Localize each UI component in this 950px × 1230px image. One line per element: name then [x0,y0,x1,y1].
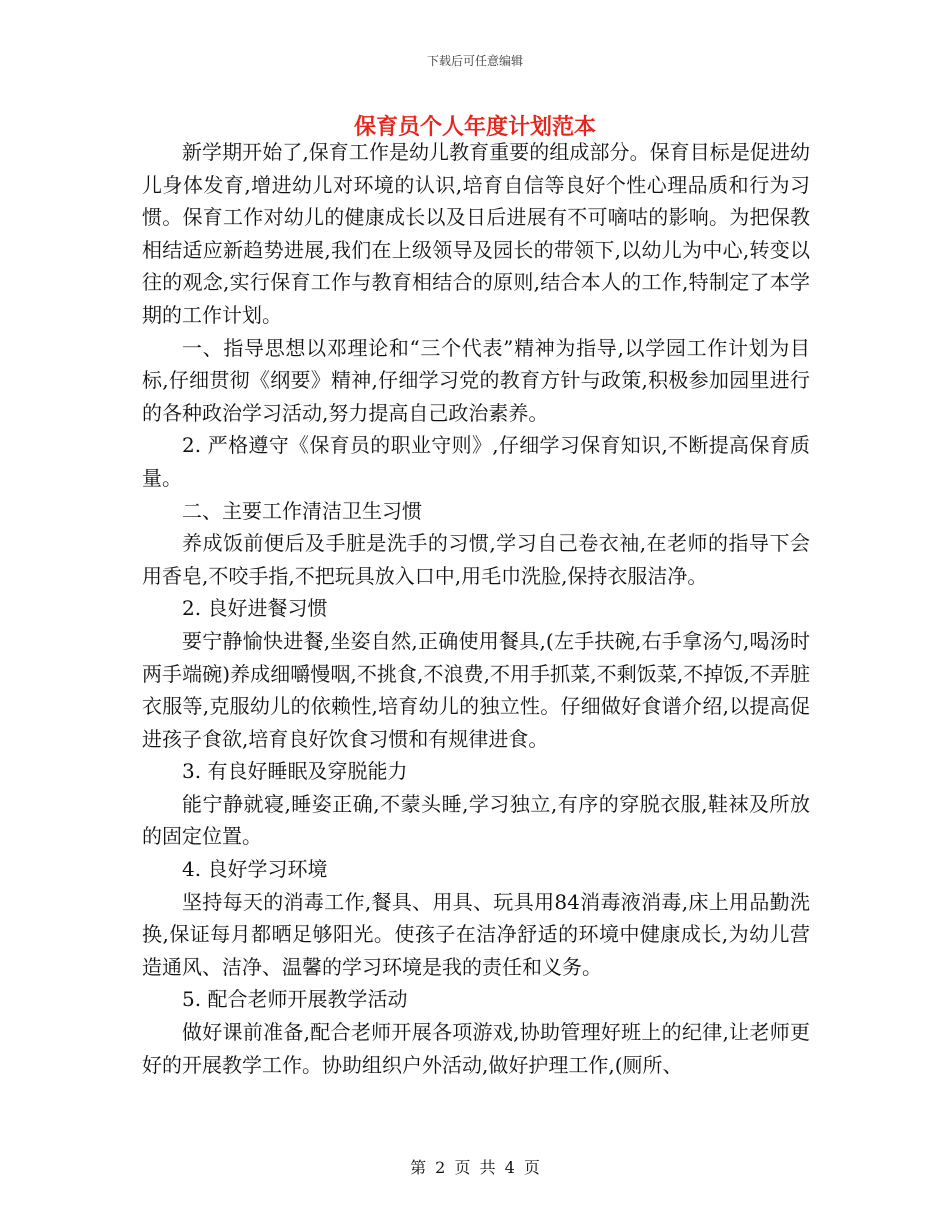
page-header-note: 下载后可任意编辑 [426,54,523,68]
paragraph-code-of-conduct: 2. 严格遵守《保育员的职业守则》,仔细学习保育知识,不断提高保育质量。 [142,433,810,490]
document-title: 保育员个人年度计划范本 [353,115,596,140]
paragraph-sleep: 能宁静就寝,睡姿正确,不蒙头睡,学习独立,有序的穿脱衣服,鞋袜及所放的固定位置。 [142,791,810,849]
document-body [142,136,810,1081]
paragraph-teaching-support: 做好课前准备,配合老师开展各项游戏,协助管理好班上的纪律,让老师更好的开展教学工作。协助组织户外活动,做好护理工作,(厕所、 [142,1020,810,1077]
paragraph-eating: 要宁静愉快进餐,坐姿自然,正确使用餐具,(左手扶碗,右手拿汤勺,喝汤时两手端碗)养成细嚼慢咽,不挑食,不浪费,不用手抓菜,不剩饭菜,不掉饭,不弄脏衣服等,克服幼儿的依赖性,培育幼儿的独立性。仔细做好食谱介绍,以提高促进孩子食欲,培育良好饮食习惯和有规律进食。 [142,628,810,751]
subheading-environment: 4. 良好学习环境 [182,857,328,882]
paragraph-environment: 坚持每天的消毒工作,餐具、用具、玩具用84消毒液消毒,床上用品勤洗换,保证每月都晒足够阳光。使孩子在洁净舒适的环境中健康成长,为幼儿营造通风、洁净、温馨的学习环境是我的责任和义务。 [142,889,810,979]
paragraph-hygiene: 养成饭前便后及手脏是洗手的习惯,学习自己卷衣袖,在老师的指导下会用香皂,不咬手指,不把玩具放入口中,用毛巾洗脸,保持衣服洁净。 [142,531,810,588]
page-footer-number: 第 2 页 共 4 页 [410,1158,540,1177]
paragraph-intro: 新学期开始了,保育工作是幼儿教育重要的组成部分。保育目标是促进幼儿身体发育,增进幼儿对环境的认识,培育自信等良好个性心理品质和行为习惯。保育工作对幼儿的健康成长以及日后进展有不可嘀咕的影响。为把保教相结适应新趋势进展,我们在上级领导及园长的带领下,以幼儿为中心,转变以往的观念,实行保育工作与教育相结合的原则,结合本人的工作,特制定了本学期的工作计划。 [142,140,810,327]
subheading-eating-habits: 2. 良好进餐习惯 [182,596,328,621]
subheading-teaching-support: 5. 配合老师开展教学活动 [182,987,408,1012]
subheading-sleep: 3. 有良好睡眠及穿脱能力 [182,759,408,784]
paragraph-guiding-thought: 一、指导思想以邓理论和“三个代表”精神为指导,以学园工作计划为目标,仔细贯彻《纲要》精神,仔细学习党的教育方针与政策,积极参加园里进行的各种政治学习活动,努力提高自己政治素养。 [142,335,810,425]
section-heading-main-work: 二、主要工作清洁卫生习惯 [182,498,422,523]
